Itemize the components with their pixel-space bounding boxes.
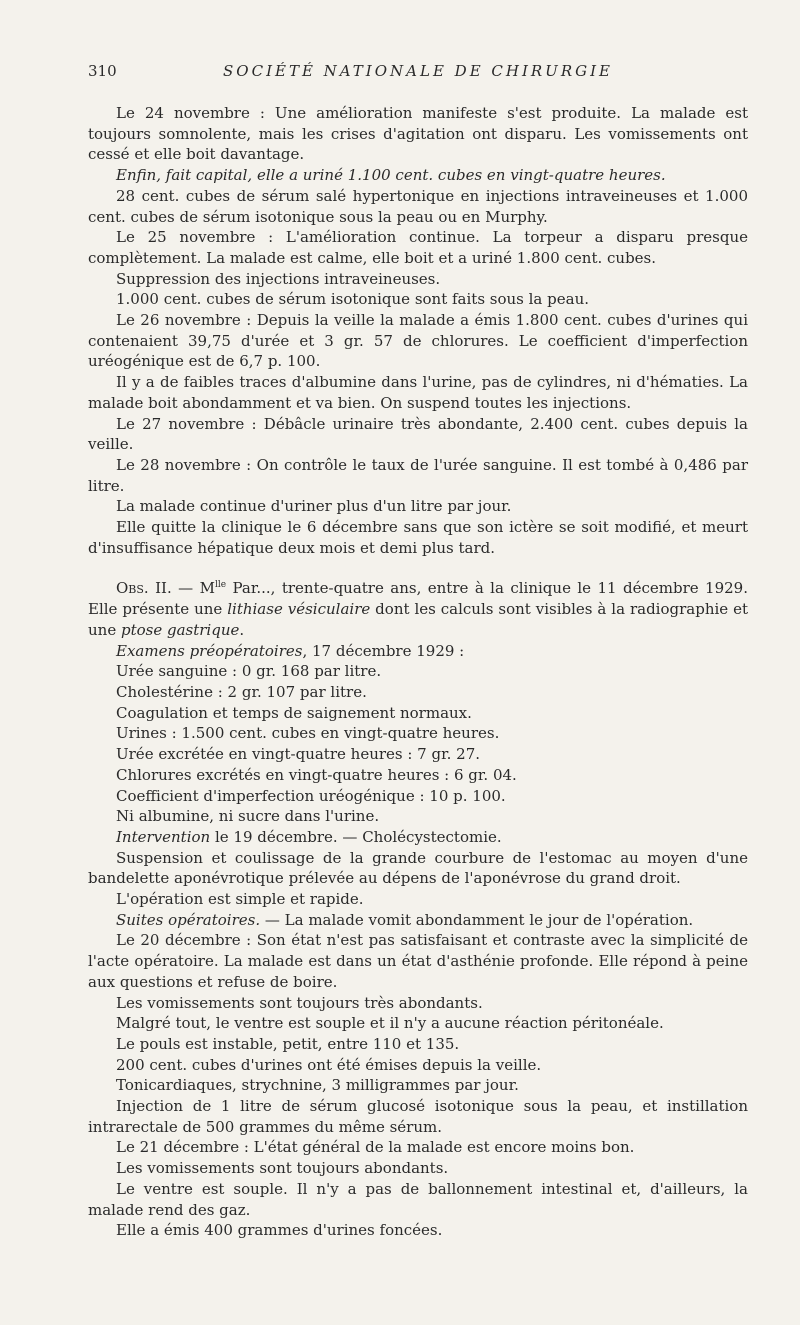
paragraph: Les vomissements sont toujours abondants. — [116, 1159, 449, 1178]
paragraph: Le ventre est souple. Il n'y a pas de ballonnement intestinal et, d'ailleurs, la malade rend des gaz. — [88, 1179, 748, 1219]
paragraph: 28 cent. cubes de sérum salé hypertonique en injections intraveineuses et 1.000 cent. cubes de sérum isotonique sous la peau ou en Murphy. — [88, 186, 748, 226]
observation-heading — [88, 578, 748, 640]
page-header — [88, 62, 748, 86]
paragraph: Le 26 novembre : Depuis la veille la malade a émis 1.800 cent. cubes d'urines qui contenaient 39,75 d'urée et 3 gr. 57 de chlorures. Le coefficient d'imperfection uréogénique est de 6,7 p. 100. — [88, 311, 748, 371]
paragraph: 200 cent. cubes d'urines ont été émises depuis la veille. — [116, 1055, 542, 1074]
paragraph: La malade continue d'uriner plus d'un litre par jour. — [116, 497, 512, 516]
intervention-text: le 19 décembre. — Cholécystectomie. — [210, 827, 502, 846]
exam-line: Ni albumine, ni sucre dans l'urine. — [116, 807, 380, 826]
paragraph: Tonicardiaques, strychnine, 3 milligrammes par jour. — [116, 1076, 519, 1095]
paragraph: Le 27 novembre : Débâcle urinaire très abondante, 2.400 cent. cubes depuis la veille. — [88, 414, 748, 454]
paragraph: Les vomissements sont toujours très abondants. — [116, 993, 483, 1012]
suites-line — [88, 910, 748, 931]
page-body — [88, 103, 748, 1241]
obs-superscript: lle — [214, 580, 227, 591]
obs-text-c: . — [239, 620, 245, 639]
paragraph: Le 25 novembre : L'amélioration continue. La torpeur a disparu presque complètement. La malade est calme, elle boit et a uriné 1.800 cent. cubes. — [88, 228, 748, 267]
obs-italic-ptose: ptose gastrique — [120, 620, 240, 639]
exam-line: Urines : 1.500 cent. cubes en vingt-quatre heures. — [116, 724, 500, 743]
suites-italic: Suites opératoires. — [116, 910, 261, 929]
paragraph: Elle quitte la clinique le 6 décembre sans que son ictère se soit modifié, et meurt d'insuffisance hépatique deux mois et demi plus tard. — [88, 518, 748, 557]
obs-text-a: Par..., trente-quatre ans, entre à la clinique le 11 décembre 1929. Elle présente une — [88, 579, 748, 619]
suites-text: — La malade vomit abondamment le jour de l'opération. — [260, 910, 694, 929]
paragraph: Suspension et coulissage de la grande courbure de l'estomac au moyen d'une bandelette aponévrotique prélevée au dépens de l'aponévrose du grand droit. — [88, 848, 748, 888]
exam-line: Chlorures excrétés en vingt-quatre heures : 6 gr. 04. — [116, 765, 517, 784]
intervention-italic: Intervention — [116, 827, 211, 846]
intervention-line — [88, 827, 748, 848]
exam-line: Urée excrétée en vingt-quatre heures : 7 gr. 27. — [116, 745, 481, 764]
running-title: SOCIÉTÉ NATIONALE DE CHIRURGIE — [223, 62, 613, 80]
obs-dash: — M — [171, 579, 215, 598]
page-number: 310 — [88, 62, 117, 80]
obs-label: Obs. II. — [116, 579, 172, 598]
paragraph: L'opération est simple et rapide. — [116, 890, 364, 909]
paragraph: 1.000 cent. cubes de sérum isotonique sont faits sous la peau. — [116, 290, 589, 309]
paragraph: Il y a de faibles traces d'albumine dans l'urine, pas de cylindres, ni d'hématies. La malade boit abondamment et va bien. On suspend toutes les injections. — [88, 373, 748, 412]
paragraph: Le 20 décembre : Son état n'est pas satisfaisant et contraste avec la simplicité de l'acte opératoire. La malade est dans un état d'asthénie profonde. Elle répond à peine aux questions et refuse de boire. — [88, 931, 748, 991]
exam-line: Urée sanguine : 0 gr. 168 par litre. — [116, 662, 382, 681]
exam-line: Cholestérine : 2 gr. 107 par litre. — [116, 682, 367, 701]
paragraph: Suppression des injections intraveineuses. — [116, 269, 441, 288]
paragraph-italic: Enfin, fait capital, elle a uriné 1.100 cent. cubes en vingt-quatre heures. — [116, 166, 666, 185]
exam-heading — [88, 641, 748, 662]
paragraph: Malgré tout, le ventre est souple et il n'y a aucune réaction péritonéale. — [116, 1014, 664, 1033]
obs-italic-lithiase: lithiase vésiculaire — [227, 600, 371, 619]
paragraph: Injection de 1 litre de sérum glucosé isotonique sous la peau, et instillation intrarectale de 500 grammes du même sérum. — [88, 1097, 748, 1136]
paragraph: Le 28 novembre : On contrôle le taux de l'urée sanguine. Il est tombé à 0,486 par litre. — [88, 455, 748, 495]
exam-italic: Examens préopératoires — [116, 641, 303, 660]
section-gap — [88, 558, 748, 578]
obs-text-b: dont les calculs sont visibles à la radiographie et une — [88, 600, 748, 639]
exam-line: Coefficient d'imperfection uréogénique : 10 p. 100. — [116, 786, 506, 805]
exam-line: Coagulation et temps de saignement normaux. — [116, 703, 472, 722]
paragraph: Le 21 décembre : L'état général de la malade est encore moins bon. — [116, 1138, 635, 1157]
paragraph: Le 24 novembre : Une amélioration manifeste s'est produite. La malade est toujours somnolente, mais les crises d'agitation ont disparu. Les vomissements ont cessé et elle boit davantage. — [88, 104, 748, 164]
exam-text: , 17 décembre 1929 : — [302, 641, 465, 660]
paragraph: Le pouls est instable, petit, entre 110 et 135. — [116, 1034, 460, 1053]
paragraph: Elle a émis 400 grammes d'urines foncées. — [116, 1221, 443, 1240]
